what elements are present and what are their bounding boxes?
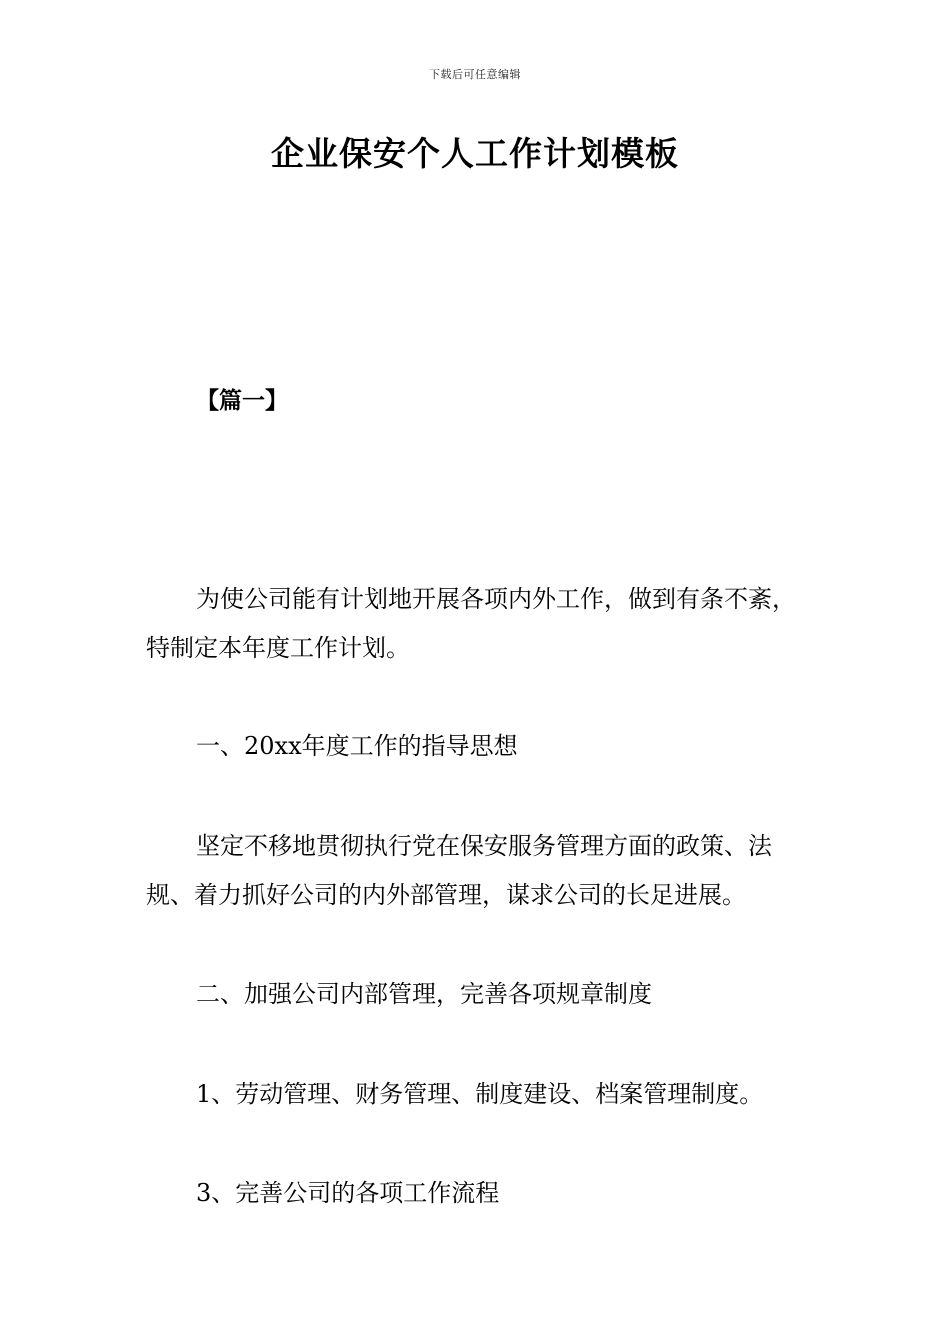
section-heading-1: 一、20xx年度工作的指导思想	[196, 732, 518, 760]
list-item-1: 1、劳动管理、财务管理、制度建设、档案管理制度。	[196, 1080, 764, 1108]
list-item-3: 3、完善公司的各项工作流程	[196, 1179, 500, 1207]
document-title: 企业保安个人工作计划模板	[271, 134, 679, 173]
header-note: 下载后可任意编辑	[429, 68, 521, 81]
section-heading-2: 二、加强公司内部管理，完善各项规章制度	[196, 980, 652, 1008]
body-paragraph-1: 坚定不移地贯彻执行党在保安服务管理方面的政策、法规、着力抓好公司的内外部管理，谋求公司的长足进展。	[146, 832, 772, 909]
intro-paragraph: 为使公司能有计划地开展各项内外工作，做到有条不紊，特制定本年度工作计划。	[146, 585, 796, 662]
section-label: 【篇一】	[196, 387, 288, 414]
